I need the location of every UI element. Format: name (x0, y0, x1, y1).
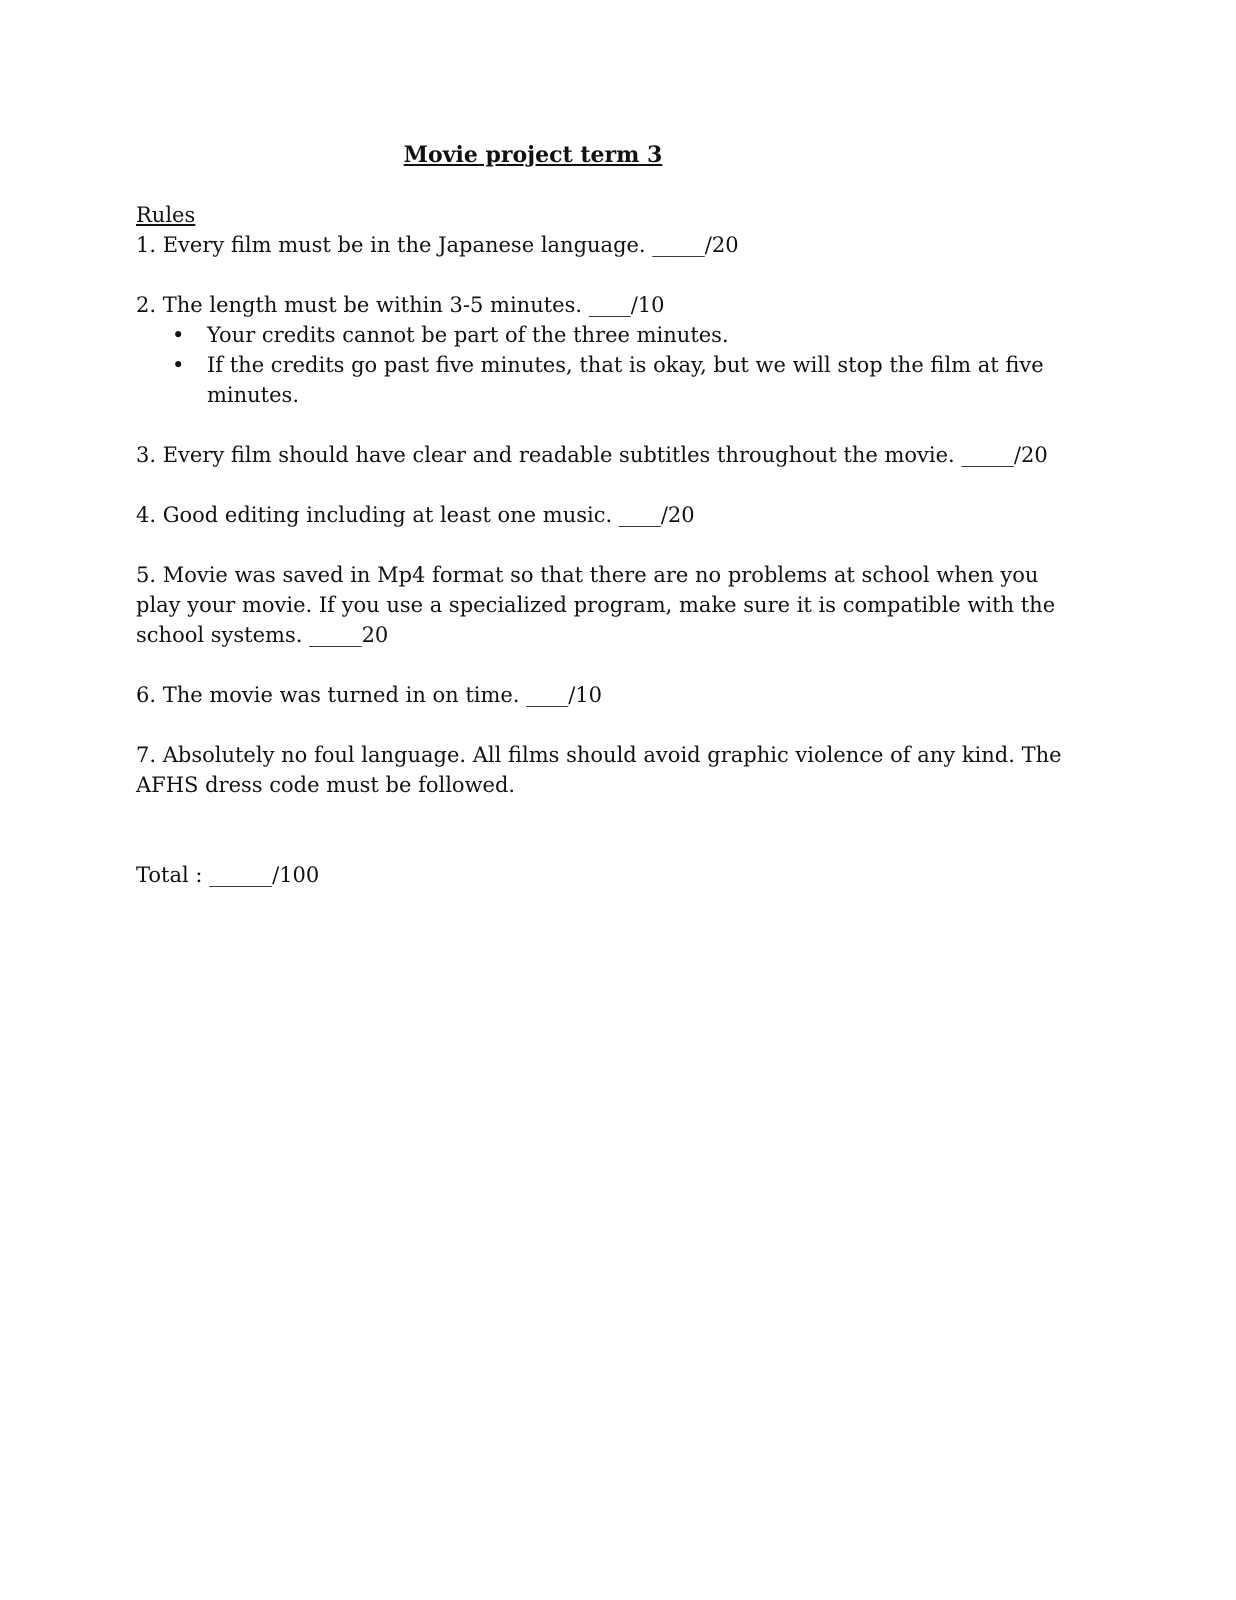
rule-item-4: 4. Good editing including at least one music. ____/20 (136, 503, 695, 527)
bullet-text: If the credits go past five minutes, that is okay, but we will stop the film at five minutes. (207, 353, 1044, 407)
rule-item-3: 3. Every film should have clear and readable subtitles throughout the movie. _____/20 (136, 443, 1048, 467)
document-title: Movie project term 3 (403, 142, 663, 168)
rules-section (136, 200, 1076, 890)
rule-item-7: 7. Absolutely no foul language. All films should avoid graphic violence of any kind. The AFHS dress code must be followed. (136, 743, 1062, 797)
bullet-icon: • (172, 353, 185, 377)
rule-item-2: 2. The length must be within 3-5 minutes. ____/10 (136, 293, 665, 317)
bullet-icon: • (172, 323, 185, 347)
bullet-text: Your credits cannot be part of the three minutes. (207, 323, 729, 347)
bullet-item (136, 320, 1076, 350)
bullet-item (136, 350, 1076, 410)
rule-item-6: 6. The movie was turned in on time. ____/10 (136, 683, 603, 707)
rule-2-bullets (136, 320, 1076, 410)
rules-heading: Rules (136, 203, 196, 227)
rule-item-1: 1. Every film must be in the Japanese language. _____/20 (136, 233, 739, 257)
rule-item-5: 5. Movie was saved in Mp4 format so that there are no problems at school when you play your movie. If you use a specialized program, make sure it is compatible with the school systems. _____20 (136, 563, 1056, 647)
total-score: Total : ______/100 (136, 863, 320, 887)
